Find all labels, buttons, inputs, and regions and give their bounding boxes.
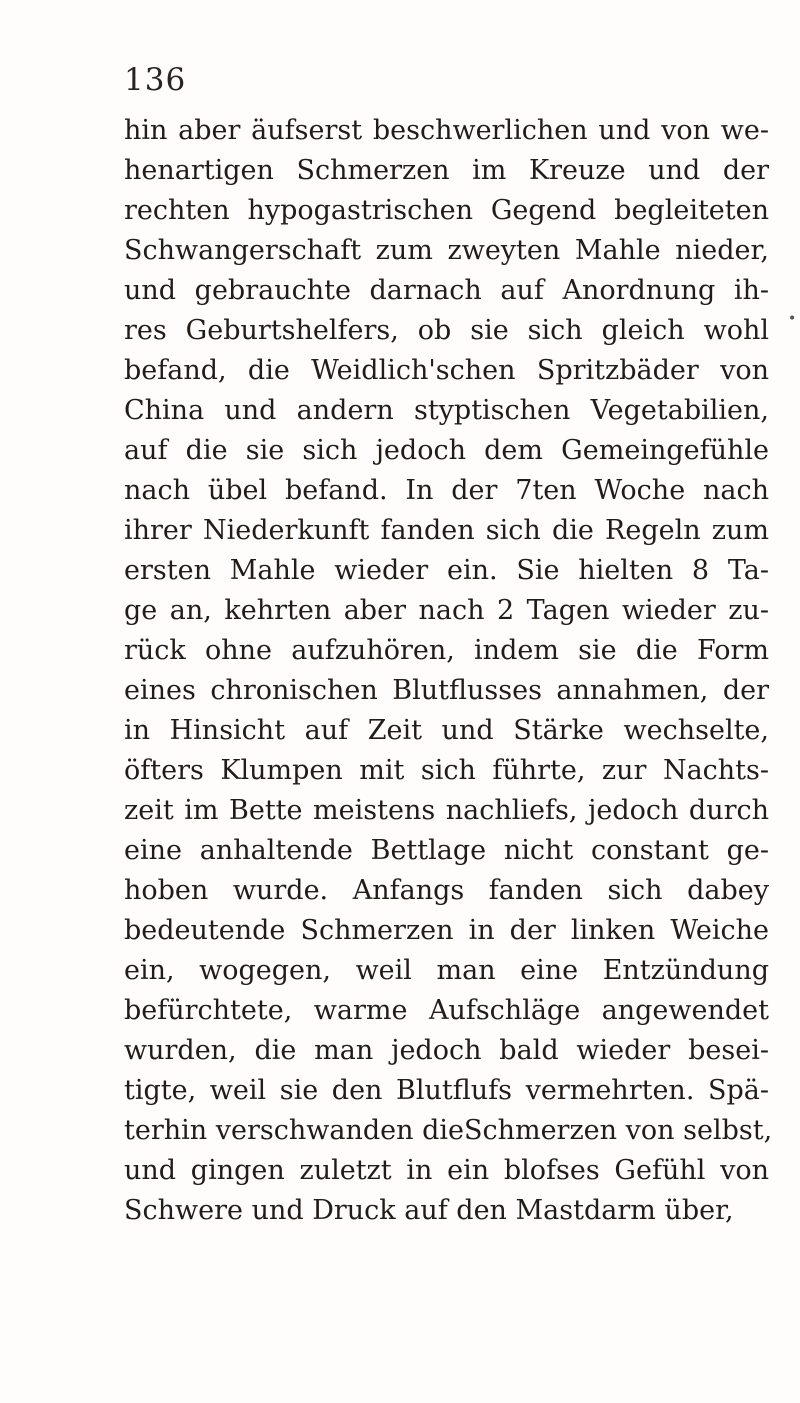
- text-line: befand, die Weidlich'schen Spritzbäder von: [124, 355, 769, 386]
- text-line: ein, wogegen, weil man eine Entzündung: [124, 955, 769, 986]
- text-line: wurden, die man jedoch bald wieder besei-: [124, 1035, 769, 1066]
- text-line: terhin verschwanden dieSchmerzen von selbst,: [124, 1115, 773, 1146]
- text-line: rück ohne aufzuhören, indem sie die Form: [124, 635, 769, 666]
- text-line: rechten hypogastrischen Gegend begleiteten: [124, 195, 769, 226]
- text-line: öfters Klumpen mit sich führte, zur Nachts-: [124, 755, 769, 786]
- text-line: eine anhaltende Bettlage nicht constant ge-: [124, 835, 769, 866]
- text-line: henartigen Schmerzen im Kreuze und der: [124, 155, 769, 186]
- text-line: res Geburtshelfers, ob sie sich gleich wohl: [124, 315, 769, 346]
- text-line: in Hinsicht auf Zeit und Stärke wechselte,: [124, 715, 769, 746]
- text-line: ersten Mahle wieder ein. Sie hielten 8 Ta-: [124, 555, 769, 586]
- text-line: ge an, kehrten aber nach 2 Tagen wieder zu-: [124, 595, 769, 626]
- text-line: eines chronischen Blutflusses annahmen, der: [124, 675, 769, 706]
- text-line: und gebrauchte darnach auf Anordnung ih-: [124, 275, 769, 306]
- text-line: nach übel befand. In der 7ten Woche nach: [124, 475, 769, 506]
- text-line: auf die sie sich jedoch dem Gemeingefühle: [124, 435, 769, 466]
- body-text: [124, 111, 774, 1231]
- text-line: und gingen zuletzt in ein blofses Gefühl von: [124, 1155, 769, 1186]
- text-line: Schwere und Druck auf den Mastdarm über,: [124, 1195, 734, 1226]
- text-line: hoben wurde. Anfangs fanden sich dabey: [124, 875, 769, 906]
- text-line: Schwangerschaft zum zweyten Mahle nieder,: [124, 235, 769, 266]
- text-line: China und andern styptischen Vegetabilien,: [124, 395, 769, 426]
- text-line: bedeutende Schmerzen in der linken Weiche: [124, 915, 769, 946]
- text-line: tigte, weil sie den Blutflufs vermehrten. Spä-: [124, 1075, 769, 1106]
- text-line: befürchtete, warme Aufschläge angewendet: [124, 995, 769, 1026]
- text-line: ihrer Niederkunft fanden sich die Regeln zum: [124, 515, 769, 546]
- text-line: hin aber äufserst beschwerlichen und von we-: [124, 115, 769, 146]
- text-line: zeit im Bette meistens nachliefs, jedoch durch: [124, 795, 769, 826]
- page-number: 136: [124, 62, 187, 98]
- margin-speck: •: [788, 311, 797, 327]
